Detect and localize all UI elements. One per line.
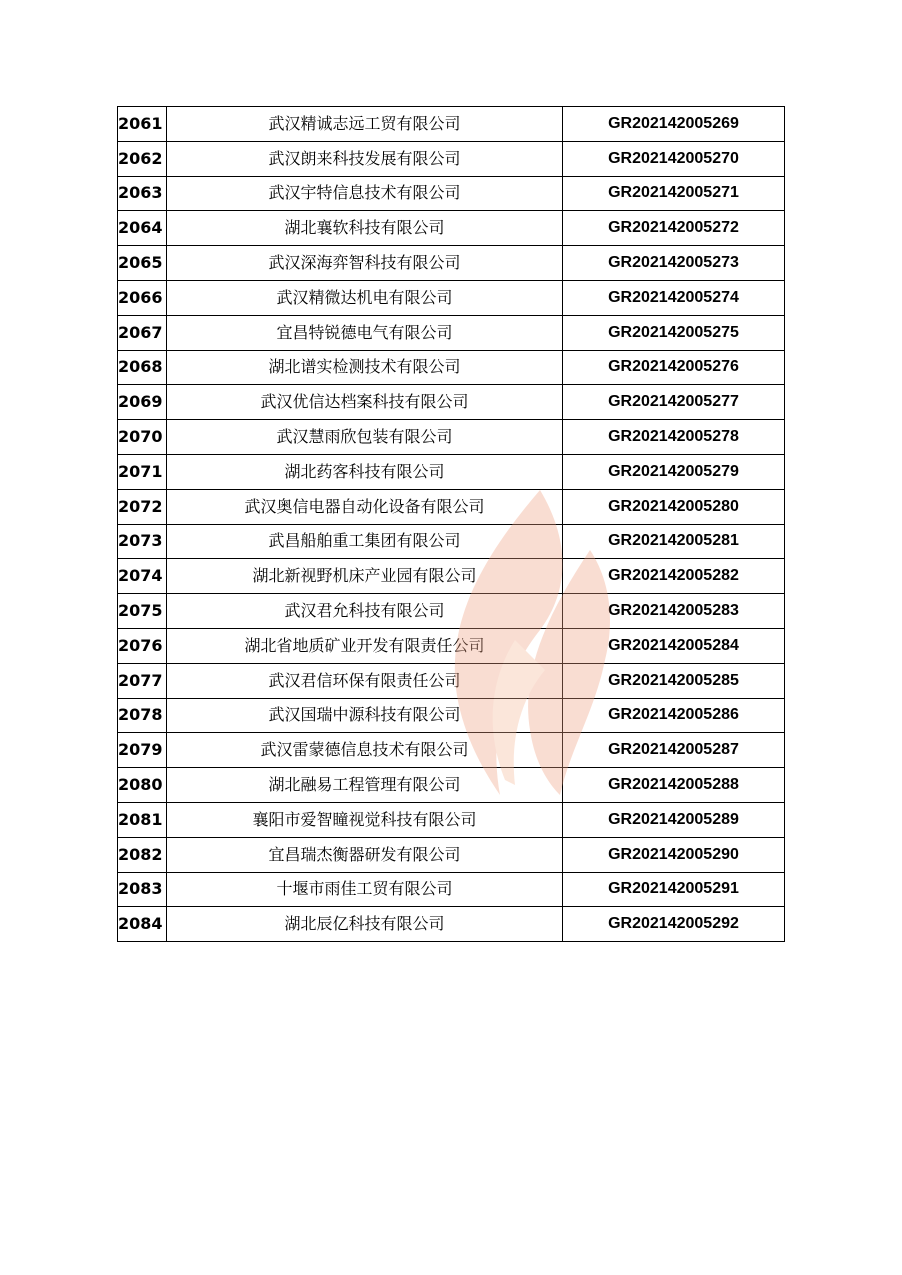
- table-row: [118, 628, 785, 663]
- company-name: 武汉奥信电器自动化设备有限公司: [167, 489, 563, 524]
- table-row: [118, 837, 785, 872]
- row-number: 2084: [118, 907, 167, 942]
- certificate-number: GR202142005282: [563, 559, 785, 594]
- row-number: 2066: [118, 280, 167, 315]
- row-number: 2069: [118, 385, 167, 420]
- company-registry-table: [117, 106, 785, 942]
- table-row: [118, 315, 785, 350]
- certificate-number: GR202142005289: [563, 802, 785, 837]
- table-row: [118, 420, 785, 455]
- row-number: 2083: [118, 872, 167, 907]
- table-row: [118, 454, 785, 489]
- table-row: [118, 559, 785, 594]
- table-row: [118, 211, 785, 246]
- company-name: 湖北新视野机床产业园有限公司: [167, 559, 563, 594]
- certificate-number: GR202142005277: [563, 385, 785, 420]
- row-number: 2073: [118, 524, 167, 559]
- row-number: 2072: [118, 489, 167, 524]
- company-name: 湖北辰亿科技有限公司: [167, 907, 563, 942]
- row-number: 2070: [118, 420, 167, 455]
- certificate-number: GR202142005291: [563, 872, 785, 907]
- row-number: 2080: [118, 768, 167, 803]
- company-name: 武汉精诚志远工贸有限公司: [167, 107, 563, 142]
- company-name: 湖北融易工程管理有限公司: [167, 768, 563, 803]
- table-row: [118, 107, 785, 142]
- certificate-number: GR202142005279: [563, 454, 785, 489]
- company-name: 武汉精微达机电有限公司: [167, 280, 563, 315]
- row-number: 2075: [118, 594, 167, 629]
- certificate-number: GR202142005278: [563, 420, 785, 455]
- row-number: 2077: [118, 663, 167, 698]
- company-name: 十堰市雨佳工贸有限公司: [167, 872, 563, 907]
- table-row: [118, 280, 785, 315]
- company-name: 武汉君信环保有限责任公司: [167, 663, 563, 698]
- table-row: [118, 733, 785, 768]
- company-name: 宜昌特锐德电气有限公司: [167, 315, 563, 350]
- certificate-number: GR202142005271: [563, 176, 785, 211]
- company-name: 湖北襄软科技有限公司: [167, 211, 563, 246]
- company-name: 湖北药客科技有限公司: [167, 454, 563, 489]
- certificate-number: GR202142005292: [563, 907, 785, 942]
- row-number: 2065: [118, 246, 167, 281]
- company-name: 武汉慧雨欣包装有限公司: [167, 420, 563, 455]
- company-name: 湖北省地质矿业开发有限责任公司: [167, 628, 563, 663]
- certificate-number: GR202142005283: [563, 594, 785, 629]
- certificate-number: GR202142005269: [563, 107, 785, 142]
- certificate-number: GR202142005281: [563, 524, 785, 559]
- row-number: 2076: [118, 628, 167, 663]
- certificate-number: GR202142005272: [563, 211, 785, 246]
- company-name: 武汉宇特信息技术有限公司: [167, 176, 563, 211]
- table-row: [118, 489, 785, 524]
- row-number: 2071: [118, 454, 167, 489]
- row-number: 2078: [118, 698, 167, 733]
- certificate-number: GR202142005285: [563, 663, 785, 698]
- row-number: 2068: [118, 350, 167, 385]
- table-row: [118, 246, 785, 281]
- certificate-number: GR202142005275: [563, 315, 785, 350]
- company-name: 武汉朗来科技发展有限公司: [167, 141, 563, 176]
- table-row: [118, 802, 785, 837]
- table-row: [118, 663, 785, 698]
- table-row: [118, 698, 785, 733]
- table-row: [118, 176, 785, 211]
- company-name: 武汉君允科技有限公司: [167, 594, 563, 629]
- row-number: 2064: [118, 211, 167, 246]
- table-row: [118, 524, 785, 559]
- certificate-number: GR202142005290: [563, 837, 785, 872]
- table-row: [118, 768, 785, 803]
- row-number: 2079: [118, 733, 167, 768]
- certificate-number: GR202142005288: [563, 768, 785, 803]
- company-name: 武昌船舶重工集团有限公司: [167, 524, 563, 559]
- table-row: [118, 594, 785, 629]
- table-row: [118, 872, 785, 907]
- registry-table-body: [118, 107, 785, 942]
- certificate-number: GR202142005287: [563, 733, 785, 768]
- certificate-number: GR202142005286: [563, 698, 785, 733]
- table-row: [118, 350, 785, 385]
- row-number: 2082: [118, 837, 167, 872]
- table-row: [118, 385, 785, 420]
- certificate-number: GR202142005270: [563, 141, 785, 176]
- certificate-number: GR202142005274: [563, 280, 785, 315]
- certificate-number: GR202142005276: [563, 350, 785, 385]
- row-number: 2081: [118, 802, 167, 837]
- table-row: [118, 141, 785, 176]
- row-number: 2062: [118, 141, 167, 176]
- company-name: 襄阳市爱智瞳视觉科技有限公司: [167, 802, 563, 837]
- certificate-number: GR202142005284: [563, 628, 785, 663]
- company-name: 武汉国瑞中源科技有限公司: [167, 698, 563, 733]
- row-number: 2061: [118, 107, 167, 142]
- row-number: 2067: [118, 315, 167, 350]
- company-name: 武汉优信达档案科技有限公司: [167, 385, 563, 420]
- table-row: [118, 907, 785, 942]
- company-name: 宜昌瑞杰衡器研发有限公司: [167, 837, 563, 872]
- certificate-number: GR202142005273: [563, 246, 785, 281]
- row-number: 2063: [118, 176, 167, 211]
- company-name: 湖北谱实检测技术有限公司: [167, 350, 563, 385]
- company-name: 武汉深海弈智科技有限公司: [167, 246, 563, 281]
- company-name: 武汉雷蒙德信息技术有限公司: [167, 733, 563, 768]
- row-number: 2074: [118, 559, 167, 594]
- certificate-number: GR202142005280: [563, 489, 785, 524]
